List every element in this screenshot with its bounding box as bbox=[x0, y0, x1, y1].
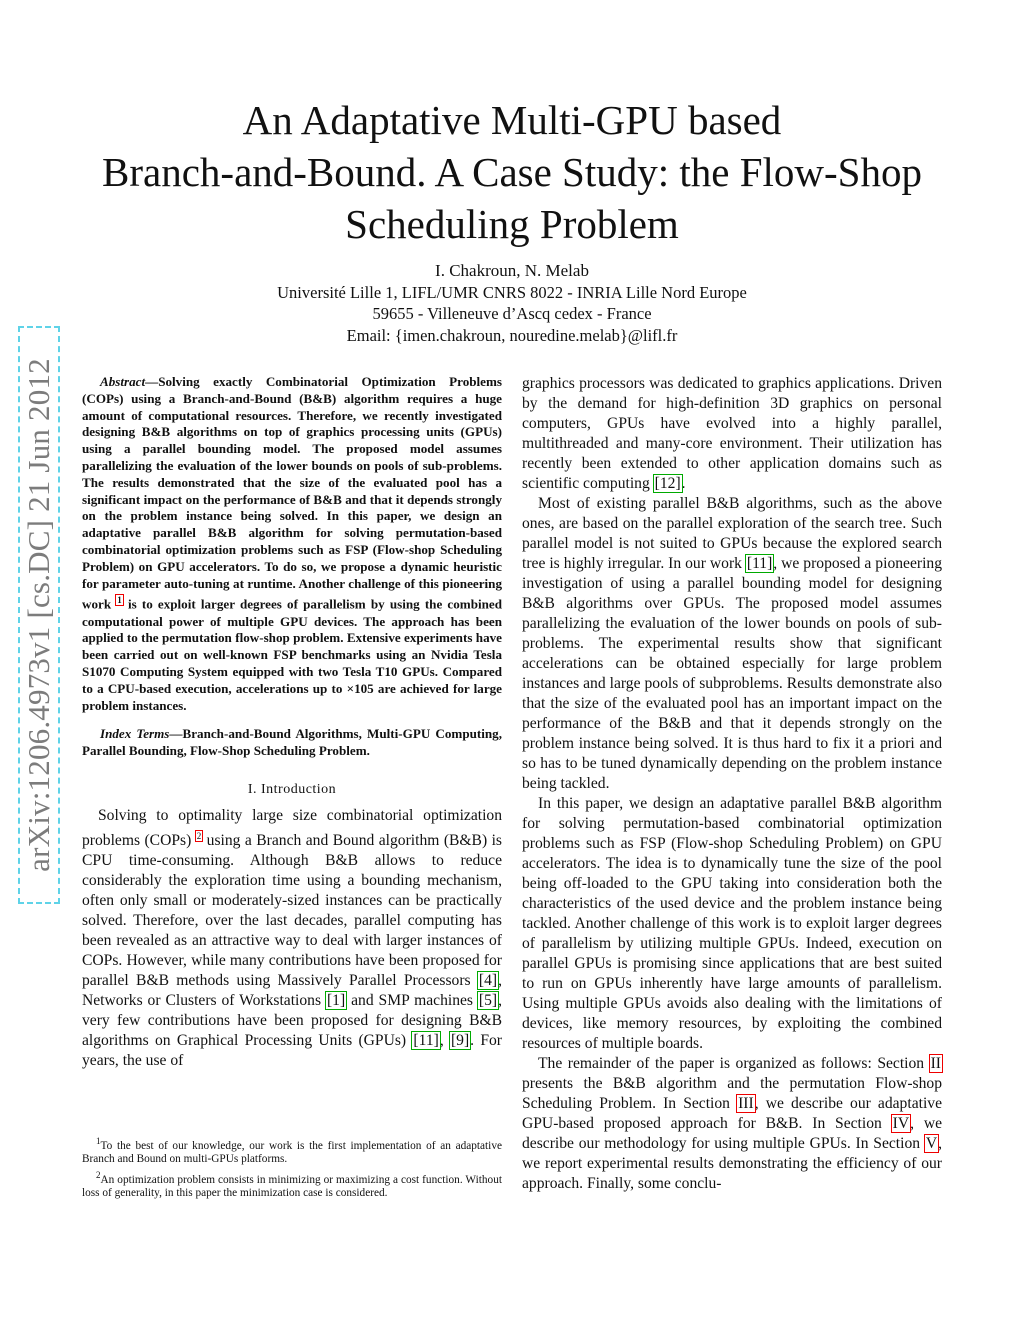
abstract bbox=[82, 374, 502, 714]
right-column bbox=[522, 374, 942, 1194]
abstract-text: —Solving exactly Combinatorial Optimization Problems (COPs) using a Branch-and-Bound (B&B) algorithm requires a huge amount of computational resources. Therefore, we recently investigated designing B&B algorithms on top of graphics processing units (GPUs) using a parallel bounding model. The proposed model assumes parallelizing the evaluation of the lower bounds on pools of sub-problems. The results demonstrated that the size of the evaluated pool has a significant impact on the performance of B&B and that it depends strongly on the problem instance being solved. In this paper, we design an adaptative parallel B&B algorithm for solving permutation-based combinatorial optimization problems such as FSP (Flow-shop Scheduling Problem) on GPU accelerators. To do so, we propose a dynamic heuristic for parameter auto-tuning at runtime. Another challenge of this pioneering work bbox=[82, 374, 502, 612]
arxiv-stamp-text: arXiv:1206.4973v1 [cs.DC] 21 Jun 2012 bbox=[21, 358, 56, 872]
body-paragraph: graphics processors was dedicated to graphics applications. Driven by the demand for high-definition 3D graphics on personal computers, GPUs have evolved into a highly parallel, multithreaded and many-core environment. Their utilization has recently been extended to other application domains such as scientific computing [12]. bbox=[522, 375, 942, 492]
citation-link[interactable]: [4] bbox=[478, 972, 498, 990]
footnote-link[interactable]: 1 bbox=[117, 595, 122, 606]
section-link[interactable]: IV bbox=[892, 1115, 910, 1132]
paper-title bbox=[60, 94, 964, 250]
citation-link[interactable]: [9] bbox=[450, 1032, 470, 1050]
title-line: Branch-and-Bound. A Case Study: the Flow-Shop bbox=[102, 149, 922, 195]
index-terms bbox=[82, 726, 502, 760]
author-names: I. Chakroun, N. Melab bbox=[435, 261, 589, 280]
body-paragraph: In this paper, we design an adaptative parallel B&B algorithm for solving permutation-based combinatorial optimization problems such as FSP (Flow-shop Scheduling Problem) on GPU accelerators. The idea is to dynamically tune the size of the pool being off-loaded to the GPU taking into consideration both the characteristics of the used device and the problem instance being tackled. Another challenge of this work is to exploit larger degrees of parallelism by utilizing multiple GPUs. Indeed, execution on parallel GPUs is promising since applications that are best suited to run on GPUs inherently have large amounts of parallelism. Using multiple GPUs avoids also dealing with the limitations of devices, like memory resources, by exploiting the combined resources of multiple boards. bbox=[522, 795, 942, 1052]
section-link[interactable]: III bbox=[738, 1095, 754, 1112]
author-email: Email: {imen.chakroun, nouredine.melab}@lifl.fr bbox=[346, 325, 678, 345]
section-link[interactable]: V bbox=[925, 1135, 938, 1152]
section-link[interactable]: II bbox=[930, 1055, 941, 1072]
left-column bbox=[82, 374, 502, 1071]
citation-link[interactable]: [11] bbox=[746, 555, 773, 572]
intro-paragraph: Solving to optimality large size combinatorial optimization problems (COPs) $^2$ using a Branch and Bound algorithm (B&B) is CPU time-consuming. Although B&B allows to reduce considerably the exploration time using a bounding mechanism, often only small or moderately-sized instances can be practically solved. Therefore, over the last decades, parallel computing has been revealed as an attractive way to deal with larger instances of COPs. However, while many contributions have been proposed for parallel B&B methods using Massively Parallel Processors [4], Networks or Clusters of Workstations [1] and SMP machines [5], very few contributions have been proposed for designing B&B algorithms on Graphical Processing Units (GPUs) [11], [9]. For years, the use of bbox=[82, 806, 503, 1070]
index-terms-text: —Branch-and-Bound Algorithms, Multi-GPU Computing, Parallel Bounding, Flow-Shop Scheduling Problem. bbox=[82, 726, 502, 759]
body-paragraph: Most of existing parallel B&B algorithms, such as the above ones, are based on the parallel exploration of the search tree. Such parallel model is not suited to GPUs because the explored search tree is highly irregular. In our work [11], we proposed a pioneering investigation of using a parallel bounding model for designing B&B algorithms over GPUs. The proposed model assumes parallelizing the evaluation of the lower bounds on pools of sub-problems. The experimental results show that significant accelerations can be obtained especially for large problem instances and large pools of subproblems. Results demonstrate also that the size of the evaluated pool has an important impact on the performance of the B&B and that it depends strongly on the problem instance being solved. It is thus hard to fix it a priori and so has to be tuned dynamically depending on the problem instance being tackled. bbox=[522, 495, 942, 792]
footnote: $^2$An optimization problem consists in minimizing or maximizing a cost function. Without loss of generality, in this paper the minimization case is considered. bbox=[82, 1169, 502, 1200]
footnote-link[interactable]: 2 bbox=[196, 830, 202, 841]
abstract-text: is to exploit larger degrees of parallelism by using the combined computational power of multiple GPU devices. The approach has been applied to the permutation flow-shop problem. Extensive experiments have been carried out on well-known FSP benchmarks using an Nvidia Tesla S1070 Computing System equipped with two Tesla T10 GPUs. Compared to a CPU-based execution, accelerations up to ×105 are achieved for large problem instances. bbox=[82, 596, 502, 713]
index-terms-label: Index Terms bbox=[100, 726, 170, 742]
arxiv-stamp bbox=[18, 326, 60, 904]
title-line: An Adaptative Multi-GPU based bbox=[242, 97, 782, 143]
citation-link[interactable]: [5] bbox=[478, 992, 498, 1010]
footnote: $^1$To the best of our knowledge, our work is the first implementation of an adaptative Branch and Bound on multi-GPUs platforms. bbox=[82, 1136, 502, 1166]
section-heading: I. Introduction bbox=[247, 781, 337, 797]
citation-link[interactable]: [12] bbox=[654, 475, 681, 492]
author-block bbox=[160, 260, 864, 346]
abstract-label: Abstract bbox=[100, 374, 146, 389]
affiliation-line: Université Lille 1, LIFL/UMR CNRS 8022 - INRIA Lille Nord Europe bbox=[277, 282, 747, 302]
title-line: Scheduling Problem bbox=[345, 201, 679, 247]
citation-link[interactable]: [1] bbox=[326, 992, 346, 1010]
footnotes bbox=[82, 1135, 502, 1203]
affiliation-line: 59655 - Villeneuve d’Ascq cedex - France bbox=[372, 304, 652, 323]
citation-link[interactable]: [11] bbox=[413, 1032, 439, 1050]
body-paragraph: The remainder of the paper is organized as follows: Section II presents the B&B algorithm and the permutation Flow-shop Scheduling Problem. In Section III, we describe our adaptative GPU-based proposed approach for B&B. In Section IV, we describe our methodology for using multiple GPUs. In Section V, we report experimental results demonstrating the efficiency of our approach. Finally, some conclu- bbox=[522, 1055, 942, 1192]
